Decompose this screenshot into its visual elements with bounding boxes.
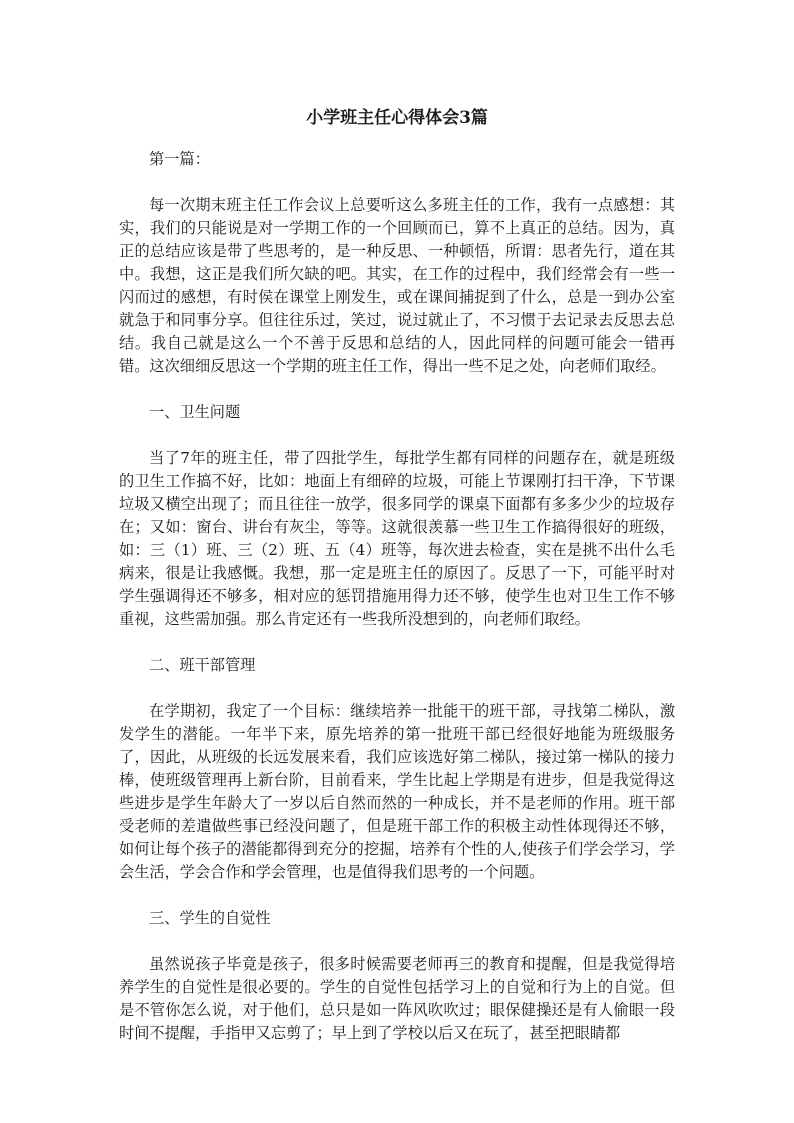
heading-self-discipline: 三、学生的自觉性 [149, 909, 271, 927]
section-label: 第一篇： [149, 150, 210, 168]
paragraph-class-cadre: 在学期初，我定了一个目标：继续培养一批能干的班干部，寻找第二梯队，激发学生的潜能。一年半下来，原先培养的第一批班干部已经很好地能为班级服务了，因此，从班级的长远发展来看，我们应该选好第二梯队，接过第一梯队的接力棒，使班级管理再上新台阶，目前看来，学生比起上学期是有进步，但是我觉得这些进步是学生年龄大了一岁以后自然而然的一种成长，并不是老师的作用。班干部受老师的差遣做些事已经没问题了，但是班干部工作的积极主动性体现得还不够，如何让每个孩子的潜能都得到充分的挖掘，培养有个性的人,使孩子们学会学习，学会生活，学会合作和学会管理，也是值得我们思考的一个问题。 [119, 702, 675, 881]
paragraph-self-discipline: 虽然说孩子毕竟是孩子，很多时候需要老师再三的教育和提醒，但是我觉得培养学生的自觉性是很必要的。学生的自觉性包括学习上的自觉和行为上的自觉。但是不管你怎么说，对于他们，总只是如一阵风吹吹过；眼保健操还是有人偷眼一段时间不提醒，手指甲又忘剪了；早上到了学校以后又在玩了，甚至把眼睛都 [119, 955, 675, 1042]
paragraph-intro: 每一次期末班主任工作会议上总要听这么多班主任的工作，我有一点感想：其实，我们的只能说是对一学期工作的一个回顾而已，算不上真正的总结。因为，真正的总结应该是带了些思考的，是一种反思、一种顿悟，所谓：思者先行，道在其中。我想，这正是我们所欠缺的吧。其实，在工作的过程中，我们经常会有一些一闪而过的感想，有时侯在课堂上刚发生，或在课间捕捉到了什么，总是一到办公室就急于和同事分享。但往往乐过，笑过，说过就止了，不习惯于去记录去反思去总结。我自己就是这么一个不善于反思和总结的人，因此同样的问题可能会一错再错。这次细细反思这一个学期的班主任工作，得出一些不足之处，向老师们取经。 [119, 196, 675, 375]
document-body [119, 148, 675, 1045]
heading-hygiene: 一、卫生问题 [149, 403, 241, 421]
heading-class-cadre: 二、班干部管理 [149, 656, 256, 674]
paragraph-hygiene: 当了7年的班主任，带了四批学生，每批学生都有同样的问题存在，就是班级的卫生工作搞不好，比如：地面上有细碎的垃圾，可能上节课刚打扫干净，下节课垃圾又横空出现了；而且往往一放学，很多同学的课桌下面都有多多少少的垃圾存在；又如：窗台、讲台有灰尘，等等。这就很羡慕一些卫生工作搞得很好的班级，如：三（1）班、三（2）班、五（4）班等，每次进去检查，实在是挑不出什么毛病来，很是让我感慨。我想，那一定是班主任的原因了。反思了一下，可能平时对学生强调得还不够多，相对应的惩罚措施用得力还不够，使学生也对卫生工作不够重视，这些需加强。那么肯定还有一些我所没想到的，向老师们取经。 [119, 449, 675, 628]
document-title: 小学班主任心得体会3篇 [306, 108, 488, 128]
